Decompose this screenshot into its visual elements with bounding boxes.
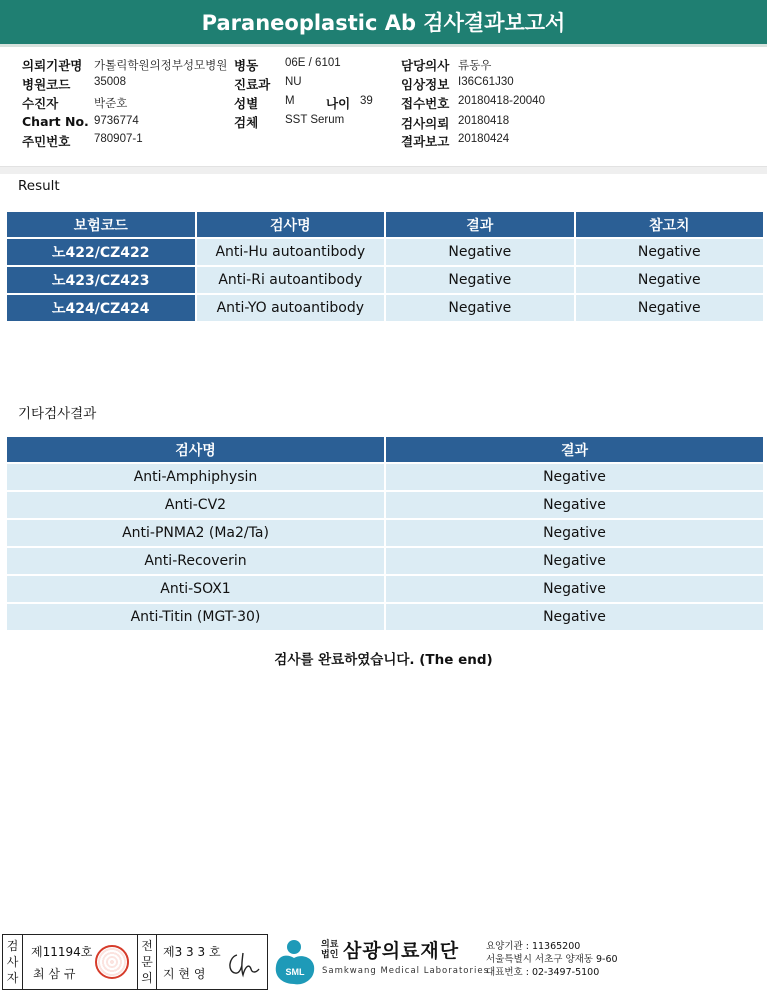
specimen-value: SST Serum xyxy=(285,114,345,126)
examiner-label xyxy=(3,935,23,989)
header-result: 결과 xyxy=(386,212,573,237)
result-table xyxy=(5,210,765,323)
test-name-cell: Anti-Amphiphysin xyxy=(7,464,384,490)
approver-label-char: 의 xyxy=(141,971,153,985)
other-results-table xyxy=(5,435,765,632)
header-insurance-code: 보험코드 xyxy=(7,212,195,237)
sex-label: 성별 xyxy=(234,96,259,111)
hospital-code-value: 35008 xyxy=(94,76,126,88)
examiner-label-char: 사 xyxy=(6,955,19,969)
result-cell: Negative xyxy=(386,295,573,321)
receipt-label: 접수번호 xyxy=(401,96,450,111)
reference-cell: Negative xyxy=(576,295,763,321)
approver-label-char: 전 xyxy=(141,939,153,953)
approver-name: 지 현 영 xyxy=(163,967,206,981)
result-cell: Negative xyxy=(386,576,763,602)
examiner-label-char: 검 xyxy=(6,939,19,953)
seal-stamp xyxy=(95,945,129,979)
table-row xyxy=(7,464,763,490)
table-row xyxy=(7,267,763,293)
org-english-name: Samkwang Medical Laboratories xyxy=(322,966,490,976)
dept-value: NU xyxy=(285,76,302,88)
ward-value: 06E / 6101 xyxy=(285,57,341,69)
table-row xyxy=(7,576,763,602)
org-contact xyxy=(486,940,618,979)
org-address: 서울특별시 서초구 양재동 9-60 xyxy=(486,954,618,965)
doctor-label: 담당의사 xyxy=(401,58,450,73)
org-prefix-line: 법인 xyxy=(321,950,339,960)
handwritten-signature xyxy=(223,949,265,979)
request-label: 검사의뢰 xyxy=(401,116,450,131)
insurance-code-cell: 노424/CZ424 xyxy=(7,295,195,321)
approver-label xyxy=(137,935,157,989)
other-section-title: 기타검사결과 xyxy=(18,406,97,422)
specimen-label: 검체 xyxy=(234,115,259,130)
patient-info xyxy=(0,54,767,166)
reference-cell: Negative xyxy=(576,267,763,293)
approver-label-char: 문 xyxy=(141,955,153,969)
test-name-cell: Anti-Titin (MGT-30) xyxy=(7,604,384,630)
test-name-cell: Anti-PNMA2 (Ma2/Ta) xyxy=(7,520,384,546)
receipt-value: 20180418-20040 xyxy=(458,95,545,107)
end-note: 검사를 완료하였습니다. (The end) xyxy=(274,652,493,668)
chart-label: Chart No. xyxy=(22,114,89,129)
age-label: 나이 xyxy=(326,96,351,111)
signature-box xyxy=(2,934,268,990)
insurance-code-cell: 노422/CZ422 xyxy=(7,239,195,265)
result-cell: Negative xyxy=(386,464,763,490)
chart-value: 9736774 xyxy=(94,115,139,127)
institution-value: 가톨릭학원의정부성모병원 xyxy=(94,60,228,72)
table-row xyxy=(7,520,763,546)
sex-value: M xyxy=(285,95,295,107)
sml-logo-icon xyxy=(272,936,318,986)
examinee-value: 박준호 xyxy=(94,98,128,110)
table-row xyxy=(7,239,763,265)
footer xyxy=(0,934,767,992)
header-test-name: 검사명 xyxy=(7,437,384,462)
id-label: 주민번호 xyxy=(22,134,71,149)
result-table-header xyxy=(7,212,763,237)
examiner-number: 제11194호 xyxy=(31,945,93,959)
report-title-bar xyxy=(0,0,767,47)
test-name-cell: Anti-CV2 xyxy=(7,492,384,518)
report-title: Paraneoplastic Ab 검사결과보고서 xyxy=(201,11,566,35)
dept-label: 진료과 xyxy=(234,77,271,92)
result-cell: Negative xyxy=(386,492,763,518)
test-name-cell: Anti-Hu autoantibody xyxy=(197,239,385,265)
examiner-label-char: 자 xyxy=(6,971,19,985)
examiner-name: 최 삼 규 xyxy=(33,967,76,981)
examinee-label: 수진자 xyxy=(22,96,59,111)
org-prefix-line: 의료 xyxy=(321,940,339,950)
other-table-header xyxy=(7,437,763,462)
org-phone: 대표번호 : 02-3497-5100 xyxy=(486,967,600,978)
age-value: 39 xyxy=(360,95,373,107)
report-date-label: 결과보고 xyxy=(401,134,450,149)
clinical-value: I36C61J30 xyxy=(458,76,514,88)
test-name-cell: Anti-Recoverin xyxy=(7,548,384,574)
table-row xyxy=(7,604,763,630)
logo-text: SML xyxy=(285,967,305,977)
approver-number: 제3 3 3 호 xyxy=(163,945,221,959)
request-value: 20180418 xyxy=(458,115,510,127)
clinical-label: 임상정보 xyxy=(401,77,450,92)
result-cell: Negative xyxy=(386,239,573,265)
table-row xyxy=(7,492,763,518)
table-row xyxy=(7,295,763,321)
result-section-title: Result xyxy=(18,178,60,194)
test-name-cell: Anti-YO autoantibody xyxy=(197,295,385,321)
org-name: 삼광의료재단 xyxy=(343,940,460,962)
result-cell: Negative xyxy=(386,548,763,574)
id-value: 780907-1 xyxy=(94,133,143,145)
header-test-name: 검사명 xyxy=(197,212,385,237)
hospital-code-label: 병원코드 xyxy=(22,77,71,92)
insurance-code-cell: 노423/CZ423 xyxy=(7,267,195,293)
result-cell: Negative xyxy=(386,604,763,630)
doctor-value: 류동우 xyxy=(458,60,492,72)
result-cell: Negative xyxy=(386,520,763,546)
test-name-cell: Anti-SOX1 xyxy=(7,576,384,602)
header-reference: 참고치 xyxy=(576,212,763,237)
ward-label: 병동 xyxy=(234,58,259,73)
reference-cell: Negative xyxy=(576,239,763,265)
section-divider xyxy=(0,166,767,174)
care-institution-number: 요양기관 : 11365200 xyxy=(486,941,581,952)
table-row xyxy=(7,548,763,574)
report-date-value: 20180424 xyxy=(458,133,510,145)
institution-label: 의뢰기관명 xyxy=(22,58,83,73)
result-cell: Negative xyxy=(386,267,573,293)
test-name-cell: Anti-Ri autoantibody xyxy=(197,267,385,293)
header-result: 결과 xyxy=(386,437,763,462)
org-prefix xyxy=(321,940,338,960)
